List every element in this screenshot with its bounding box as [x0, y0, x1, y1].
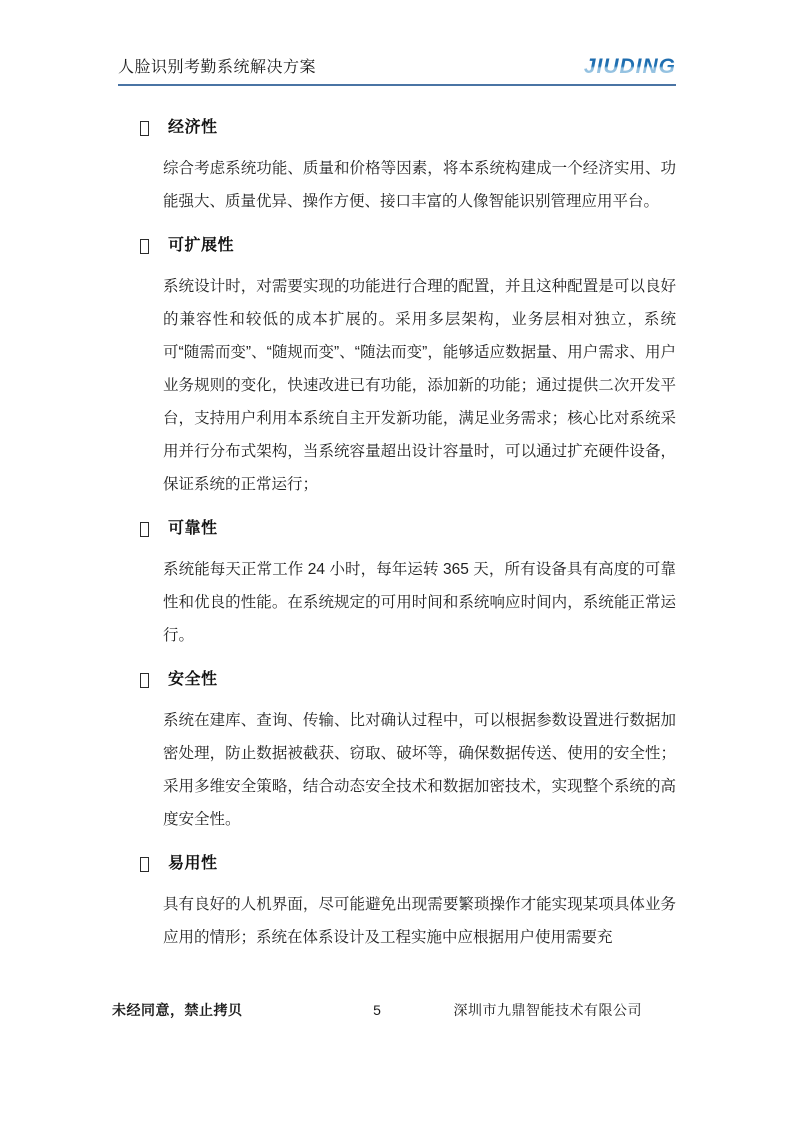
- jiuding-logo: JIUDING: [583, 55, 676, 78]
- bullet-square-icon: [140, 239, 149, 254]
- page-header: [118, 55, 676, 86]
- footer-copy-notice: 未经同意，禁止拷贝: [112, 1002, 243, 1018]
- section-paragraph: 综合考虑系统功能、质量和价格等因素，将本系统构建成一个经济实用、功能强大、质量优异、操作方便、接口丰富的人像智能识别管理应用平台。: [163, 160, 676, 210]
- bullet-square-icon: [140, 121, 149, 136]
- footer-page-number: 5: [373, 1002, 381, 1018]
- section-paragraph: 系统在建库、查询、传输、比对确认过程中，可以根据参数设置进行数据加密处理，防止数据被截获、窃取、破坏等，确保数据传送、使用的安全性；采用多维安全策略，结合动态安全技术和数据加密技术，实现整个系统的高度安全性。: [163, 712, 676, 828]
- section-heading: [140, 116, 676, 140]
- bullet-square-icon: [140, 857, 149, 872]
- footer-company-name: 深圳市九鼎智能技术有限公司: [453, 1002, 643, 1018]
- document-title: 人脸识别考勤系统解决方案: [118, 59, 317, 76]
- section-economy: [140, 116, 676, 218]
- section-reliability: [140, 517, 676, 652]
- section-heading: [140, 852, 676, 876]
- bullet-square-icon: [140, 522, 149, 537]
- section-heading-label: 经济性: [168, 119, 218, 136]
- section-paragraph: 系统能每天正常工作 24 小时，每年运转 365 天，所有设备具有高度的可靠性和优良的性能。在系统规定的可用时间和系统响应时间内，系统能正常运行。: [163, 561, 676, 644]
- bullet-square-icon: [140, 673, 149, 688]
- document-body: [140, 86, 676, 954]
- section-usability: [140, 852, 676, 954]
- section-heading: [140, 517, 676, 541]
- section-heading: [140, 668, 676, 692]
- section-heading-label: 可靠性: [168, 520, 218, 537]
- section-paragraph: 具有良好的人机界面，尽可能避免出现需要繁琐操作才能实现某项具体业务应用的情形；系统在体系设计及工程实施中应根据用户使用需要充: [163, 896, 676, 946]
- section-heading-label: 安全性: [168, 671, 218, 688]
- section-heading-label: 可扩展性: [168, 237, 235, 254]
- section-heading-label: 易用性: [168, 855, 218, 872]
- section-security: [140, 668, 676, 836]
- section-heading: [140, 234, 676, 258]
- page-footer: [112, 1000, 676, 1020]
- section-paragraph: 系统设计时，对需要实现的功能进行合理的配置，并且这种配置是可以良好的兼容性和较低的成本扩展的。采用多层架构，业务层相对独立，系统可“随需而变”、“随规而变”、“随法而变”，能够适应数据量、用户需求、用户业务规则的变化，快速改进已有功能，添加新的功能；通过提供二次开发平台，支持用户利用本系统自主开发新功能，满足业务需求；核心比对系统采用并行分布式架构，当系统容量超出设计容量时，可以通过扩充硬件设备，保证系统的正常运行；: [163, 278, 676, 493]
- section-scalability: [140, 234, 676, 501]
